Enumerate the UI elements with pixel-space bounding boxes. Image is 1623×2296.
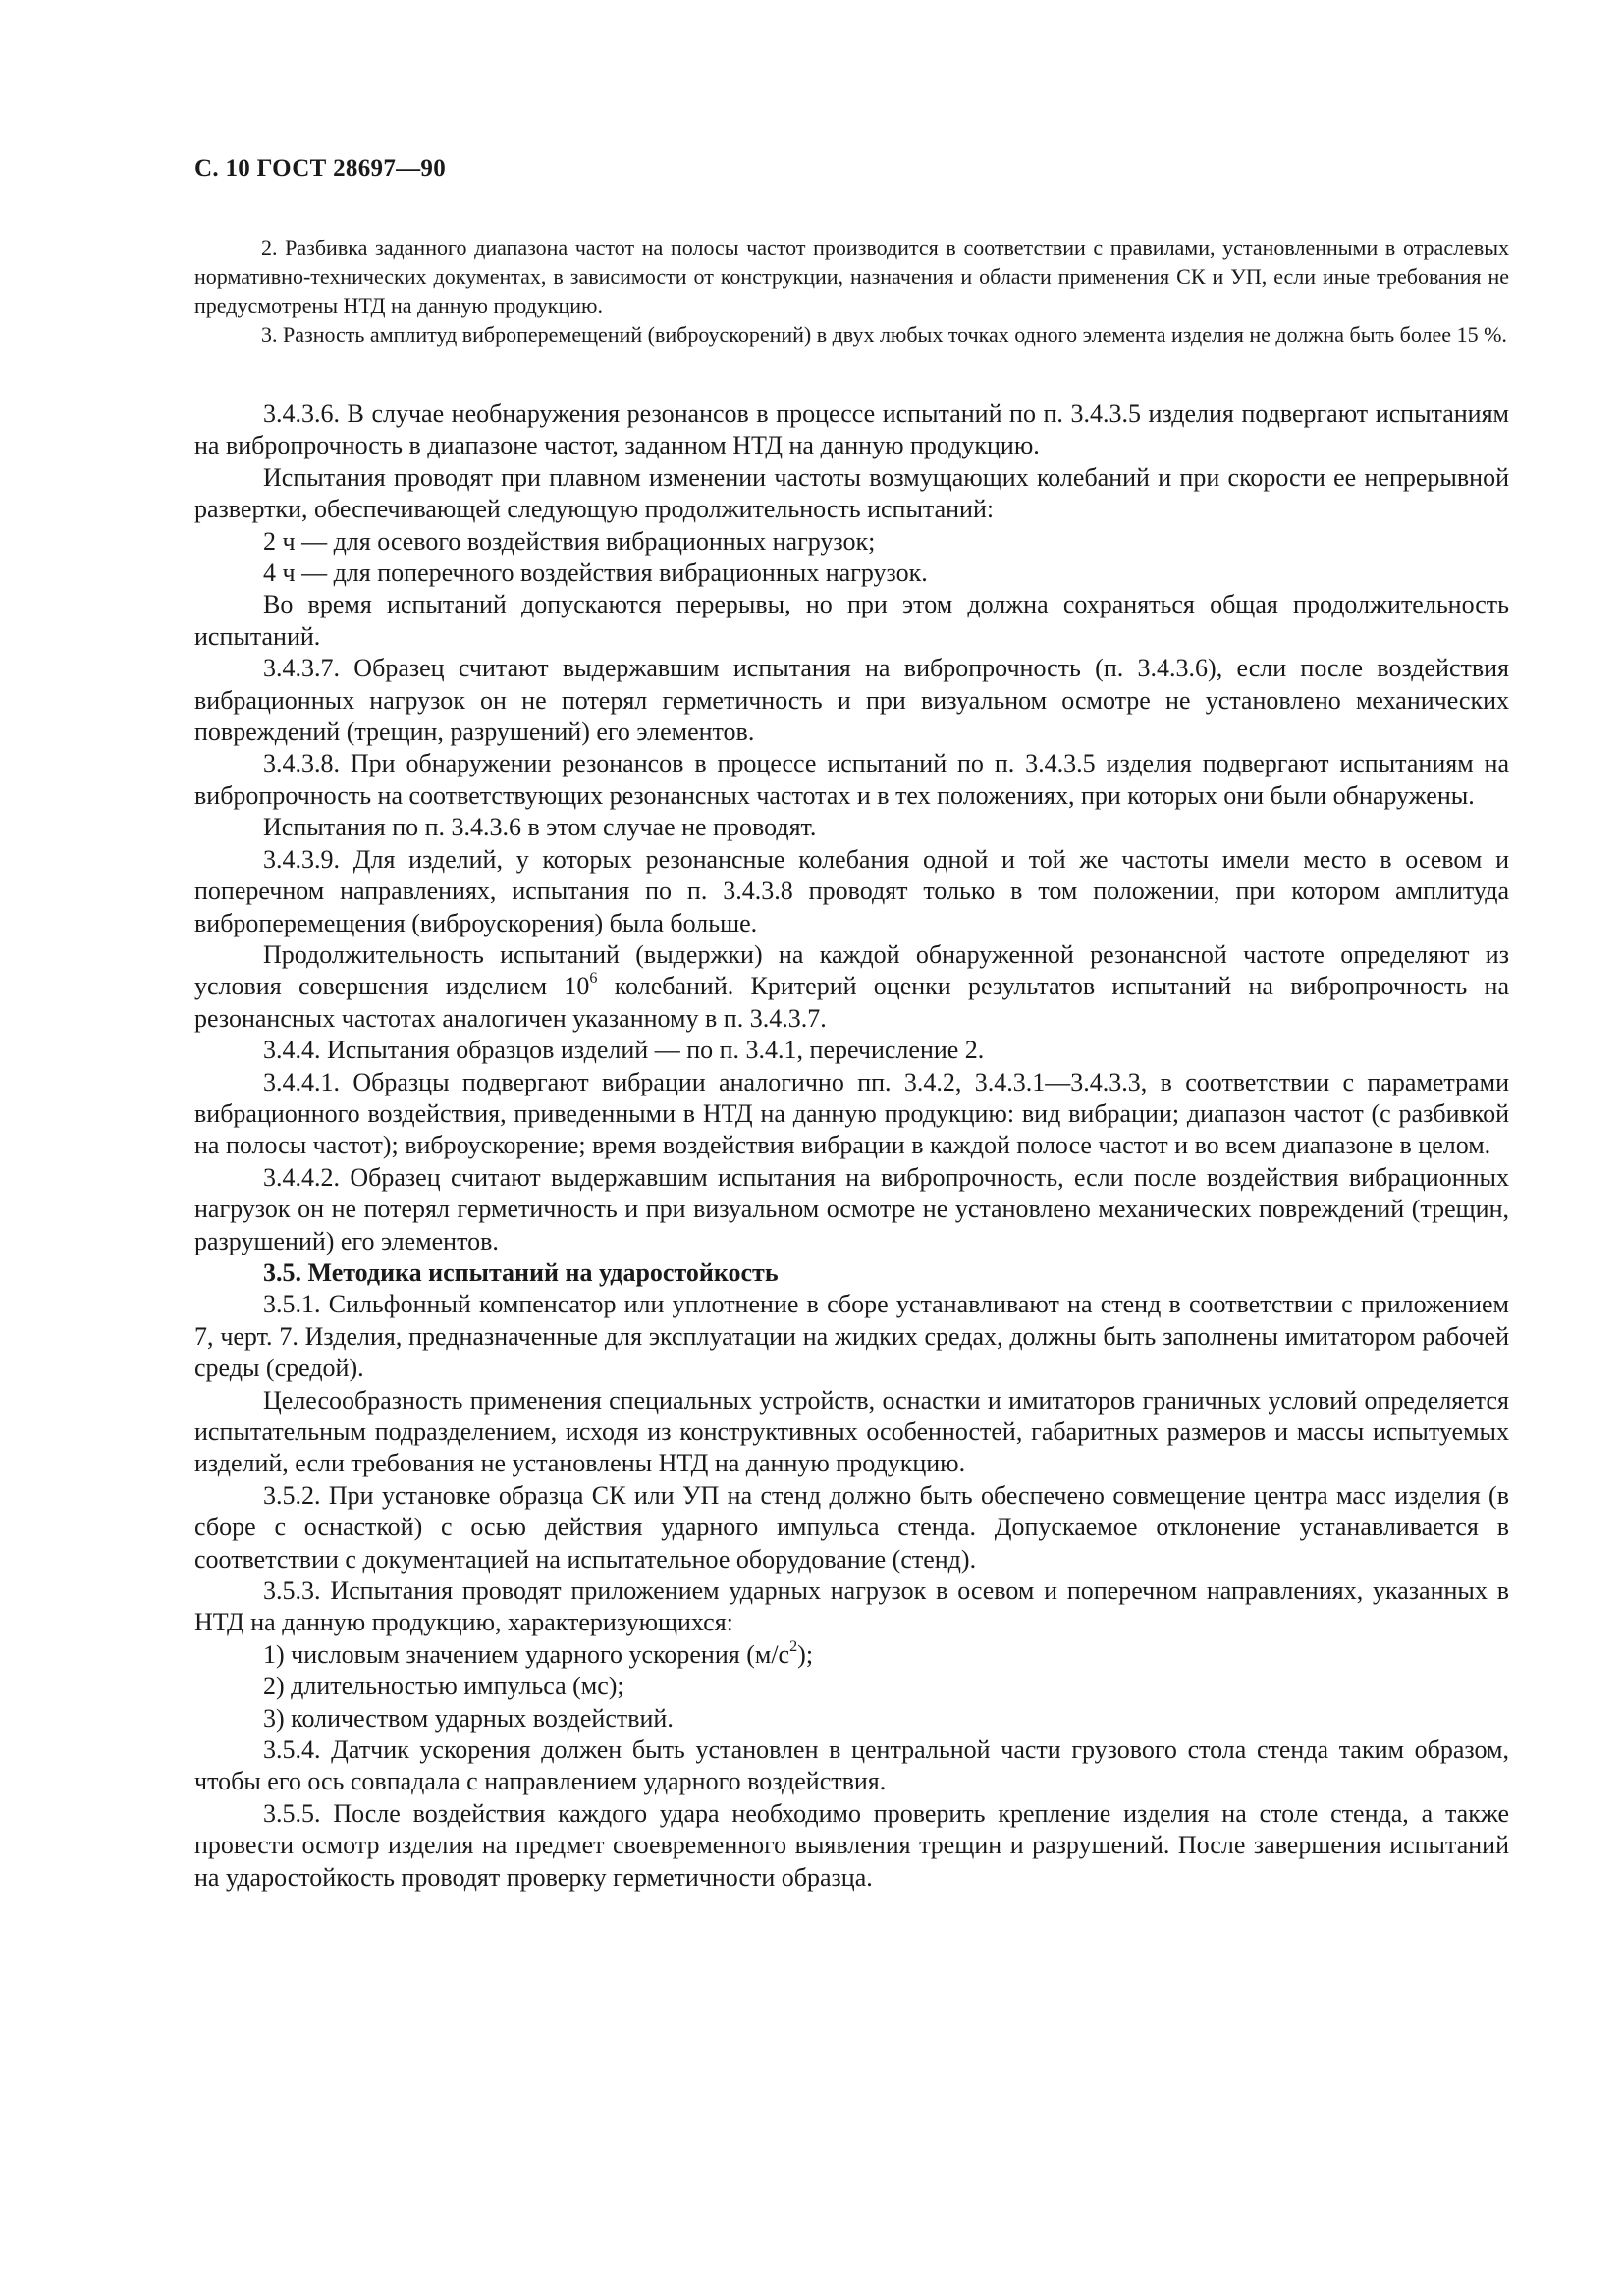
main-text: [194, 399, 1509, 1894]
paragraph: 3.5.4. Датчик ускорения должен быть установлен в центральной части грузового стола стенда таким образом, чтобы его ось совпадала с направлением ударного воздействия.: [194, 1735, 1509, 1796]
paragraph: Во время испытаний допускаются перерывы, но при этом должна сохраняться общая продолжительность испытаний.: [194, 590, 1509, 651]
paragraph: 3.5.1. Сильфонный компенсатор или уплотнение в сборе устанавливают на стенд в соответствии с приложением 7, черт. 7. Изделия, предназначенные для эксплуатации на жидких средах, должны быть заполнены имитатором рабочей среды (средой).: [194, 1290, 1509, 1383]
paragraph: Испытания проводят при плавном изменении частоты возмущающих колебаний и при скорости ее непрерывной развертки, обеспечивающей следующую продолжительность испытаний:: [194, 462, 1509, 524]
list-item: 1) числовым значением ударного ускорения $(м/с^2)$;: [263, 1637, 814, 1669]
paragraph: Испытания по п. 3.4.3.6 в этом случае не проводят.: [263, 813, 817, 842]
paragraph: Целесообразность применения специальных устройств, оснастки и имитаторов граничных условий определяется испытательным подразделением, исходя из конструктивных особенностей, габаритных размеров и массы испытуемых изделий, если требования не установлены НТД на данную продукцию.: [194, 1385, 1509, 1478]
paragraph: 3.4.3.6. В случае необнаружения резонансов в процессе испытаний по п. 3.4.3.5 изделия подвергают испытаниям на вибропрочность в диапазоне частот, заданном НТД на данную продукцию.: [194, 400, 1509, 460]
paragraph: 3.5.3. Испытания проводят приложением ударных нагрузок в осевом и поперечном направлениях, указанных в НТД на данную продукцию, характеризующихся:: [194, 1576, 1509, 1637]
paragraph: 3.5.5. После воздействия каждого удара необходимо проверить крепление изделия на столе стенда, а также провести осмотр изделия на предмет своевременного выявления трещин и разрушений. После завершения испытаний на ударостойкость проводят проверку герметичности образца.: [194, 1798, 1509, 1892]
superscript: 2: [789, 1637, 798, 1655]
note-3: 3. Разность амплитуд виброперемещений (виброускорений) в двух любых точках одного элемента изделия не должна быть более 15 %.: [261, 322, 1507, 347]
paragraph: 2 ч — для осевого воздействия вибрационных нагрузок;: [263, 526, 876, 556]
superscript: 6: [589, 970, 598, 988]
paragraph: 3.4.3.7. Образец считают выдержавшим испытания на вибропрочность (п. 3.4.3.6), если после воздействия вибрационных нагрузок он не потерял герметичность и при визуальном осмотре не установлено механических повреждений (трещин, разрушений) его элементов.: [194, 654, 1509, 747]
list-item: 3) количеством ударных воздействий.: [263, 1703, 674, 1733]
paragraph: 4 ч — для поперечного воздействия вибрационных нагрузок.: [263, 559, 928, 588]
paragraph: 3.4.4.1. Образцы подвергают вибрации аналогично пп. 3.4.2, 3.4.3.1—3.4.3.3, в соответствии с параметрами вибрационного воздействия, приведенными в НТД на данную продукцию: вид вибрации; диапазон частот (с разбивкой на полосы частот); виброускорение; время воздействия вибрации в каждой полосе частот и во всем диапазоне в целом.: [194, 1067, 1509, 1160]
paragraph: 3.4.3.9. Для изделий, у которых резонансные колебания одной и той же частоты имели место в осевом и поперечном направлениях, испытания по п. 3.4.3.8 проводят только в том положении, при котором амплитуда виброперемещения (виброускорения) была больше.: [194, 844, 1509, 937]
paragraph: 3.4.4.2. Образец считают выдержавшим испытания на вибропрочность, если после воздействия вибрационных нагрузок он не потерял герметичность и при визуальном осмотре не установлено механических повреждений (трещин, разрушений) его элементов.: [194, 1162, 1509, 1255]
page-header: С. 10 ГОСТ 28697—90: [194, 155, 447, 182]
section-heading: 3.5. Методика испытаний на ударостойкость: [263, 1257, 779, 1287]
paragraph-duration: Продолжительность испытаний (выдержки) на каждой обнаруженной резонансной частоте определяют из условия совершения изделием $10^6$ колебаний. Критерий оценки результатов испытаний на вибропрочность на резонансных частотах аналогичен указанному в п. 3.4.3.7.: [194, 939, 1509, 1033]
paragraph: 3.4.3.8. При обнаружении резонансов в процессе испытаний по п. 3.4.3.5 изделия подвергают испытаниям на вибропрочность на соответствующих резонансных частотах и в тех положениях, при которых они были обнаружены.: [194, 749, 1509, 810]
paragraph: 3.4.4. Испытания образцов изделий — по п. 3.4.1, перечисление 2.: [263, 1036, 985, 1065]
notes-block: [194, 234, 1509, 349]
note-2: 2. Разбивка заданного диапазона частот на полосы частот производится в соответствии с правилами, установленными в отраслевых нормативно-технических документах, в зависимости от конструкции, назначения и области применения СК и УП, если иные требования не предусмотрены НТД на данную продукцию.: [194, 236, 1509, 318]
list-item: 2) длительностью импульса (мс);: [263, 1672, 624, 1701]
paragraph: 3.5.2. При установке образца СК или УП на стенд должно быть обеспечено совмещение центра масс изделия (в сборе с оснасткой) с осью действия ударного импульса стенда. Допускаемое отклонение устанавливается в соответствии с документацией на испытательное оборудование (стенд).: [194, 1480, 1509, 1574]
